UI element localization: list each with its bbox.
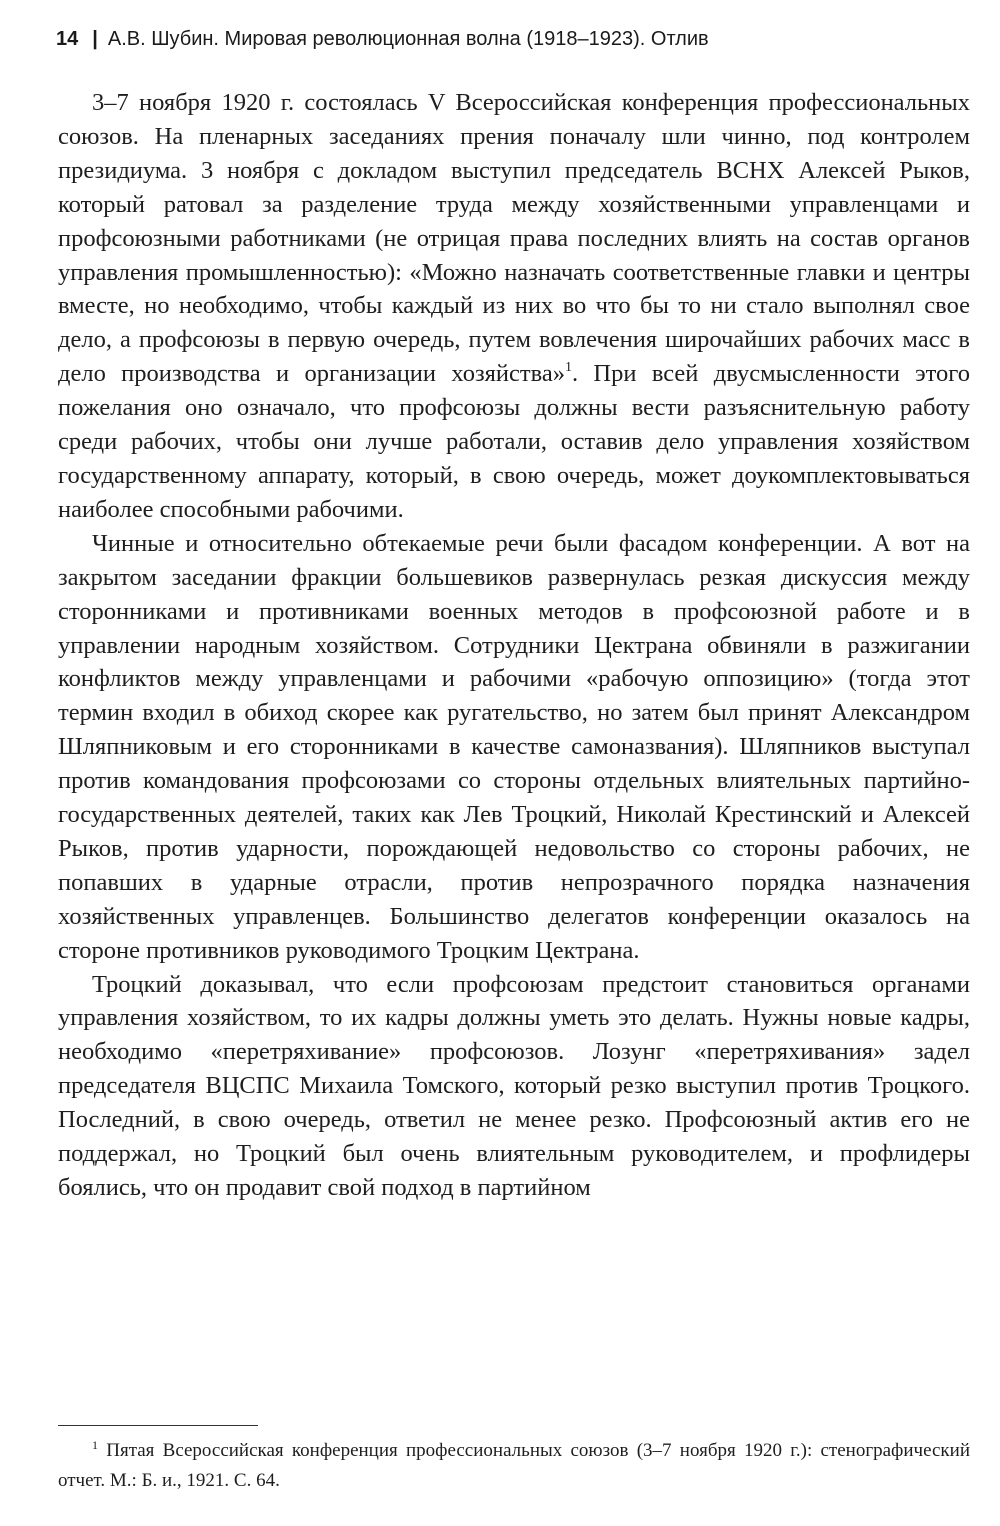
running-title: А.В. Шубин. Мировая революционная волна (1918–1923). Отлив — [107, 28, 709, 50]
page-number: 14 — [56, 28, 79, 50]
paragraph-1 — [58, 86, 970, 527]
paragraph-1-part-a: 3–7 ноября 1920 г. состоялась V Всероссийская конференция профессиональных союзов. На пленарных заседаниях прения поначалу шли чинно, под контролем президиума. 3 ноября с докладом выступил председатель ВСНХ Алексей Рыков, который ратовал за разделение труда между хозяйственными управленцами и профсоюзными работниками (не отрицая права последних влиять на состав органов управления промышленностью): «Можно назначать соответственные главки и центры вместе, но необходимо, чтобы каждый из них во что бы то ни стало выполнял свое дело, а профсоюзы в первую очередь, путем вовлечения широчайших рабочих масс в дело производства и организации хозяйства» — [58, 89, 970, 388]
paragraph-3: Троцкий доказывал, что если профсоюзам предстоит становиться органами управления хозяйством, то их кадры должны уметь это делать. Нужны новые кадры, необходимо «перетряхивание» профсоюзов. Лозунг «перетряхивания» задел председателя ВЦСПС Михаила Томского, который резко выступил против Троцкого. Последний, в свою очередь, ответил не менее резко. Профсоюзный актив его не поддержал, но Троцкий был очень влиятельным руководителем, и профлидеры боялись, что он продавит свой подход в партийном — [58, 970, 970, 1201]
footnote-reference[interactable]: 1 — [564, 360, 572, 376]
footnote-marker: 1 — [92, 1438, 98, 1452]
footnote — [58, 1436, 970, 1496]
running-header — [56, 22, 956, 56]
paragraph-2: Чинные и относительно обтекаемые речи были фасадом конференции. А вот на закрытом заседании фракции большевиков развернулась резкая дискуссия между сторонниками и противниками военных методов в профсоюзной работе и в управлении народным хозяйством. Сотрудники Цектрана обвиняли в разжигании конфликтов между управленцами и рабочими «рабочую оппозицию» (тогда этот термин входил в обиход скорее как ругательство, но затем был принят Александром Шляпниковым и его сторонниками в качестве самоназвания). Шляпников выступал против командования профсоюзами со стороны отдельных влиятельных партийно-государственных деятелей, таких как Лев Троцкий, Николай Крестинский и Алексей Рыков, против ударности, порождающей недовольство со стороны рабочих, не попавших в ударные отрасли, против непрозрачного порядка назначения хозяйственных управленцев. Большинство делегатов конференции оказалось на стороне противников руководимого Троцким Цектрана. — [58, 529, 970, 964]
footnote-divider — [58, 1425, 258, 1426]
footnote-text: Пятая Всероссийская конференция профессиональных союзов (3–7 ноября 1920 г.): стенографический отчет. М.: Б. и., 1921. С. 64. — [58, 1440, 970, 1491]
paragraph-1-part-b: . При всей двусмысленности этого пожелания оно означало, что профсоюзы должны вести разъяснительную работу среди рабочих, чтобы они лучше работали, оставив дело управления хозяйством государственному аппарату, который, в свою очередь, может доукомплектовываться наиболее способными рабочими. — [58, 360, 970, 523]
header-separator: | — [92, 28, 98, 50]
main-text — [58, 86, 970, 1205]
